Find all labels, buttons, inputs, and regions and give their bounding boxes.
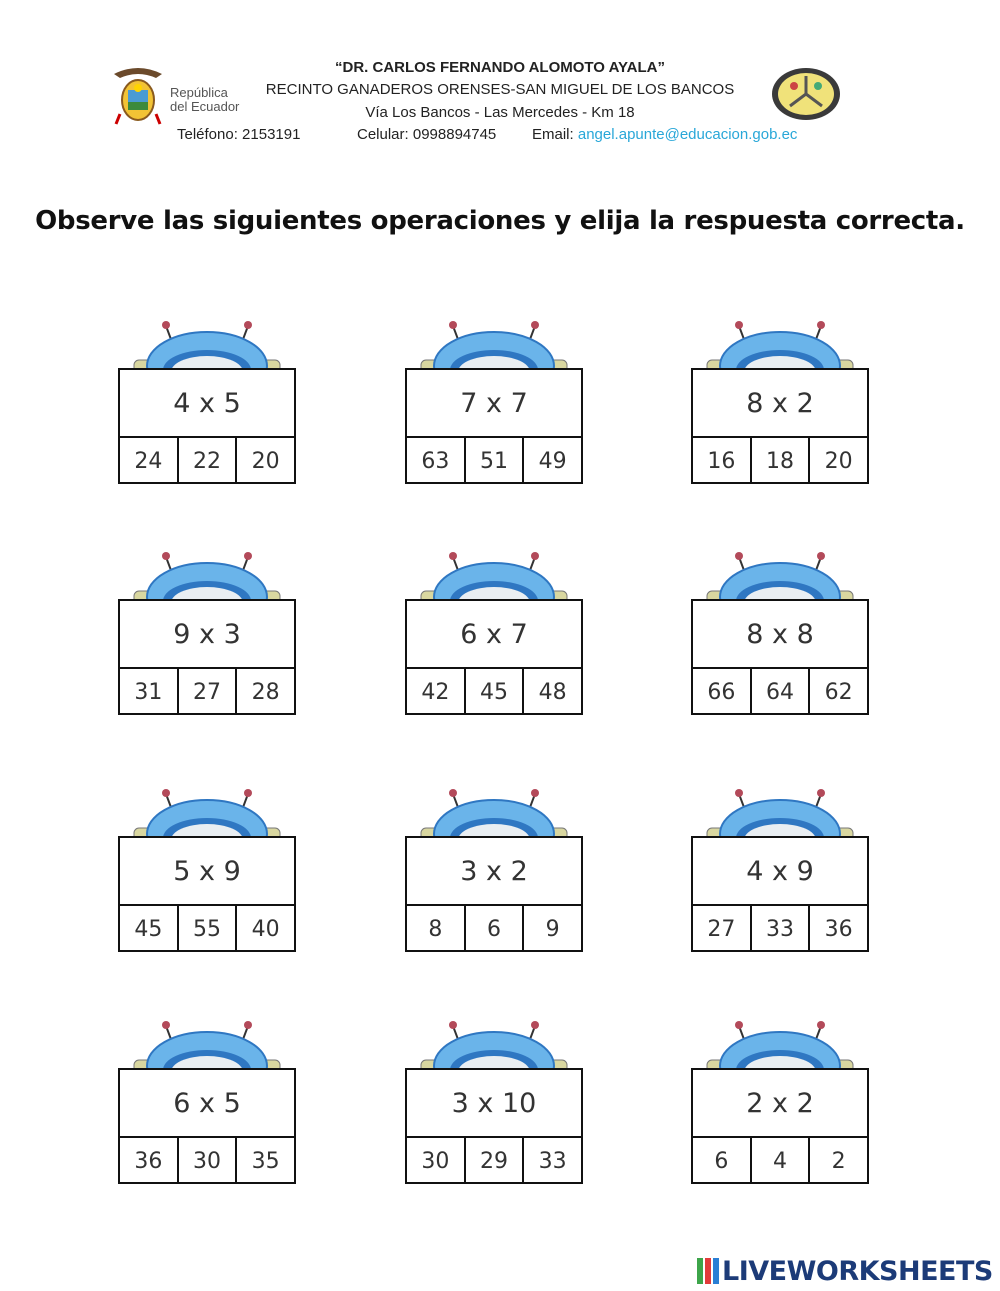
exercise-box — [405, 1068, 583, 1184]
question-text: 4 x 5 — [120, 370, 294, 438]
exercise-card — [401, 1020, 587, 1200]
email-row — [532, 126, 797, 143]
exercise-box — [691, 836, 869, 952]
exercise-box — [405, 368, 583, 484]
question-text: 3 x 10 — [407, 1070, 581, 1138]
answer-option[interactable]: 45 — [120, 906, 179, 952]
question-text: 7 x 7 — [407, 370, 581, 438]
exercise-box — [118, 599, 296, 715]
exercise-card — [114, 551, 300, 731]
answer-option[interactable]: 18 — [752, 438, 811, 484]
answer-options — [120, 1138, 294, 1184]
exercise-box — [405, 599, 583, 715]
answer-option[interactable]: 31 — [120, 669, 179, 715]
question-text: 6 x 5 — [120, 1070, 294, 1138]
answer-option[interactable]: 40 — [251, 916, 280, 942]
exercise-box — [118, 1068, 296, 1184]
answer-options — [120, 906, 294, 952]
answer-options — [693, 1138, 867, 1184]
answer-option[interactable]: 66 — [693, 669, 752, 715]
recinto-line: RECINTO GANADEROS ORENSES-SAN MIGUEL DE LOS BANCOS — [265, 81, 735, 98]
answer-option[interactable]: 30 — [179, 1138, 238, 1184]
answer-options — [693, 669, 867, 715]
question-text: 8 x 8 — [693, 601, 867, 669]
cell-text: Celular: 0998894745 — [357, 126, 497, 143]
exercise-card — [401, 551, 587, 731]
answer-option[interactable]: 28 — [251, 679, 280, 705]
exercise-box — [118, 368, 296, 484]
exercise-card — [114, 320, 300, 500]
answer-option[interactable]: 48 — [538, 679, 567, 705]
answer-option[interactable]: 30 — [407, 1138, 466, 1184]
exercise-card — [401, 320, 587, 500]
exercise-card — [114, 788, 300, 968]
answer-option[interactable]: 20 — [824, 448, 853, 474]
exercise-card — [687, 320, 873, 500]
instruction-title: Observe las siguientes operaciones y elija la respuesta correcta. — [35, 206, 965, 236]
email-label: Email: — [532, 126, 574, 143]
liveworksheets-brand[interactable]: LIVEWORKSHEETS — [722, 1256, 993, 1287]
answer-options — [407, 669, 581, 715]
answer-option[interactable]: 55 — [179, 906, 238, 952]
logo-text: República del Ecuador — [170, 85, 240, 114]
answer-option[interactable]: 62 — [824, 679, 853, 705]
exercise-card — [114, 1020, 300, 1200]
answer-options — [120, 669, 294, 715]
answer-option[interactable]: 27 — [179, 669, 238, 715]
question-text: 6 x 7 — [407, 601, 581, 669]
school-name: “DR. CARLOS FERNANDO ALOMOTO AYALA” — [334, 59, 665, 76]
answer-options — [407, 1138, 581, 1184]
liveworksheets-badge-icon — [697, 1258, 719, 1284]
exercise-box — [691, 1068, 869, 1184]
phone-text: Teléfono: 2153191 — [177, 126, 301, 143]
answer-option[interactable]: 24 — [120, 438, 179, 484]
exercise-box — [405, 836, 583, 952]
question-text: 4 x 9 — [693, 838, 867, 906]
question-text: 5 x 9 — [120, 838, 294, 906]
exercise-box — [691, 368, 869, 484]
answer-option[interactable]: 6 — [466, 906, 525, 952]
answer-option[interactable]: 45 — [466, 669, 525, 715]
exercise-card — [401, 788, 587, 968]
answer-option[interactable]: 33 — [752, 906, 811, 952]
answer-option[interactable]: 36 — [824, 916, 853, 942]
answer-options — [693, 906, 867, 952]
answer-option[interactable]: 36 — [120, 1138, 179, 1184]
exercise-card — [687, 1020, 873, 1200]
answer-option[interactable]: 35 — [251, 1148, 280, 1174]
address-line: Vía Los Bancos - Las Mercedes - Km 18 — [365, 104, 635, 121]
answer-options — [693, 438, 867, 484]
answer-option[interactable]: 49 — [538, 448, 567, 474]
email-link[interactable]: angel.apunte@educacion.gob.ec — [577, 126, 798, 143]
question-text: 2 x 2 — [693, 1070, 867, 1138]
question-text: 9 x 3 — [120, 601, 294, 669]
answer-options — [120, 438, 294, 484]
exercise-box — [691, 599, 869, 715]
exercise-card — [687, 551, 873, 731]
answer-option[interactable]: 2 — [831, 1148, 846, 1174]
answer-option[interactable]: 20 — [251, 448, 280, 474]
answer-option[interactable]: 27 — [693, 906, 752, 952]
answer-option[interactable]: 6 — [693, 1138, 752, 1184]
answer-option[interactable]: 9 — [545, 916, 560, 942]
answer-option[interactable]: 51 — [466, 438, 525, 484]
question-text: 8 x 2 — [693, 370, 867, 438]
answer-option[interactable]: 42 — [407, 669, 466, 715]
answer-options — [407, 906, 581, 952]
answer-options — [407, 438, 581, 484]
answer-option[interactable]: 4 — [752, 1138, 811, 1184]
exercise-box — [118, 836, 296, 952]
answer-option[interactable]: 63 — [407, 438, 466, 484]
exercise-card — [687, 788, 873, 968]
answer-option[interactable]: 16 — [693, 438, 752, 484]
answer-option[interactable]: 29 — [466, 1138, 525, 1184]
answer-option[interactable]: 33 — [538, 1148, 567, 1174]
answer-option[interactable]: 64 — [752, 669, 811, 715]
question-text: 3 x 2 — [407, 838, 581, 906]
answer-option[interactable]: 8 — [407, 906, 466, 952]
answer-option[interactable]: 22 — [179, 438, 238, 484]
